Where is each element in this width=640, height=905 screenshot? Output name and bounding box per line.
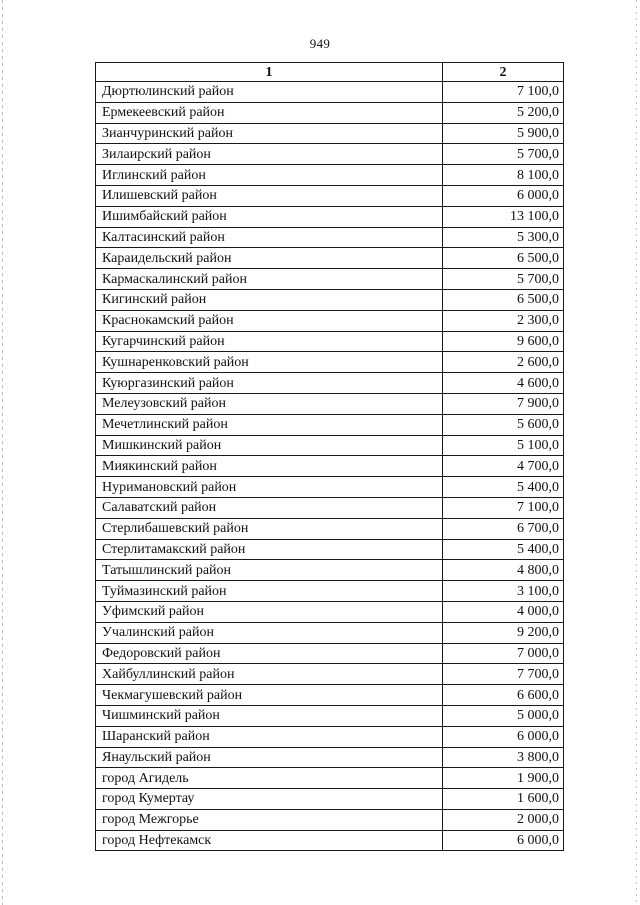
table-row xyxy=(96,664,564,685)
table-row xyxy=(96,227,564,248)
table-row xyxy=(96,789,564,810)
table-row xyxy=(96,102,564,123)
amount-cell: 7 000,0 xyxy=(443,643,564,664)
district-name-cell: город Межгорье xyxy=(96,809,443,830)
district-name-cell: Нуримановский район xyxy=(96,477,443,498)
amount-cell: 5 000,0 xyxy=(443,705,564,726)
amount-cell: 7 100,0 xyxy=(443,497,564,518)
table-row xyxy=(96,830,564,851)
district-name-cell: Янаульский район xyxy=(96,747,443,768)
amount-cell: 7 100,0 xyxy=(443,82,564,103)
table-row xyxy=(96,539,564,560)
amount-cell: 7 900,0 xyxy=(443,393,564,414)
amount-cell: 6 500,0 xyxy=(443,289,564,310)
table-row xyxy=(96,248,564,269)
table-row xyxy=(96,352,564,373)
amount-cell: 5 300,0 xyxy=(443,227,564,248)
amount-cell: 1 600,0 xyxy=(443,789,564,810)
district-name-cell: Салаватский район xyxy=(96,497,443,518)
district-name-cell: Чишминский район xyxy=(96,705,443,726)
amount-cell: 6 000,0 xyxy=(443,185,564,206)
column-header-2: 2 xyxy=(443,63,564,82)
amount-cell: 6 700,0 xyxy=(443,518,564,539)
district-name-cell: Хайбуллинский район xyxy=(96,664,443,685)
amount-cell: 8 100,0 xyxy=(443,165,564,186)
amount-cell: 7 700,0 xyxy=(443,664,564,685)
district-name-cell: Татышлинский район xyxy=(96,560,443,581)
amount-cell: 13 100,0 xyxy=(443,206,564,227)
district-name-cell: Федоровский район xyxy=(96,643,443,664)
district-name-cell: город Кумертау xyxy=(96,789,443,810)
district-name-cell: Ишимбайский район xyxy=(96,206,443,227)
district-name-cell: Мишкинский район xyxy=(96,435,443,456)
table-row xyxy=(96,269,564,290)
amount-cell: 3 800,0 xyxy=(443,747,564,768)
district-name-cell: Шаранский район xyxy=(96,726,443,747)
table-row xyxy=(96,518,564,539)
district-name-cell: Мечетлинский район xyxy=(96,414,443,435)
district-name-cell: Стерлитамакский район xyxy=(96,539,443,560)
amount-cell: 4 000,0 xyxy=(443,601,564,622)
district-name-cell: Туймазинский район xyxy=(96,581,443,602)
district-name-cell: Кигинский район xyxy=(96,289,443,310)
district-name-cell: Учалинский район xyxy=(96,622,443,643)
table-row xyxy=(96,601,564,622)
district-name-cell: Зилаирский район xyxy=(96,144,443,165)
table-row xyxy=(96,435,564,456)
amount-cell: 4 700,0 xyxy=(443,456,564,477)
table-row xyxy=(96,497,564,518)
table-row xyxy=(96,310,564,331)
district-name-cell: Караидельский район xyxy=(96,248,443,269)
district-name-cell: Кушнаренковский район xyxy=(96,352,443,373)
table-row xyxy=(96,747,564,768)
allocation-table xyxy=(95,62,564,851)
table-row xyxy=(96,82,564,103)
amount-cell: 5 700,0 xyxy=(443,144,564,165)
amount-cell: 4 600,0 xyxy=(443,373,564,394)
table-row xyxy=(96,144,564,165)
table-row xyxy=(96,685,564,706)
amount-cell: 2 600,0 xyxy=(443,352,564,373)
district-name-cell: Мелеузовский район xyxy=(96,393,443,414)
district-name-cell: Илишевский район xyxy=(96,185,443,206)
district-name-cell: Кугарчинский район xyxy=(96,331,443,352)
amount-cell: 3 100,0 xyxy=(443,581,564,602)
page-number: 949 xyxy=(309,36,331,51)
district-name-cell: Зианчуринский район xyxy=(96,123,443,144)
table-row xyxy=(96,456,564,477)
table-row xyxy=(96,477,564,498)
amount-cell: 6 000,0 xyxy=(443,830,564,851)
amount-cell: 6 600,0 xyxy=(443,685,564,706)
table-row xyxy=(96,331,564,352)
district-name-cell: Кармаскалинский район xyxy=(96,269,443,290)
amount-cell: 5 700,0 xyxy=(443,269,564,290)
district-name-cell: город Агидель xyxy=(96,768,443,789)
table-row xyxy=(96,705,564,726)
scan-edge-left xyxy=(2,0,3,905)
table-row xyxy=(96,560,564,581)
amount-cell: 5 400,0 xyxy=(443,477,564,498)
allocation-table-container xyxy=(95,62,563,851)
amount-cell: 6 500,0 xyxy=(443,248,564,269)
district-name-cell: Калтасинский район xyxy=(96,227,443,248)
table-row xyxy=(96,289,564,310)
table-row xyxy=(96,414,564,435)
amount-cell: 9 600,0 xyxy=(443,331,564,352)
table-header-row xyxy=(96,63,564,82)
district-name-cell: Чекмагушевский район xyxy=(96,685,443,706)
district-name-cell: Ермекеевский район xyxy=(96,102,443,123)
table-row xyxy=(96,726,564,747)
amount-cell: 5 100,0 xyxy=(443,435,564,456)
amount-cell: 1 900,0 xyxy=(443,768,564,789)
amount-cell: 5 600,0 xyxy=(443,414,564,435)
amount-cell: 2 000,0 xyxy=(443,809,564,830)
table-row xyxy=(96,123,564,144)
table-row xyxy=(96,393,564,414)
district-name-cell: Куюргазинский район xyxy=(96,373,443,394)
table-body xyxy=(96,82,564,851)
table-row xyxy=(96,622,564,643)
amount-cell: 6 000,0 xyxy=(443,726,564,747)
district-name-cell: Стерлибашевский район xyxy=(96,518,443,539)
district-name-cell: город Нефтекамск xyxy=(96,830,443,851)
column-header-1: 1 xyxy=(96,63,443,82)
amount-cell: 4 800,0 xyxy=(443,560,564,581)
district-name-cell: Краснокамский район xyxy=(96,310,443,331)
amount-cell: 5 900,0 xyxy=(443,123,564,144)
district-name-cell: Иглинский район xyxy=(96,165,443,186)
table-row xyxy=(96,206,564,227)
table-row xyxy=(96,185,564,206)
district-name-cell: Миякинский район xyxy=(96,456,443,477)
table-row xyxy=(96,768,564,789)
amount-cell: 5 400,0 xyxy=(443,539,564,560)
amount-cell: 9 200,0 xyxy=(443,622,564,643)
district-name-cell: Дюртюлинский район xyxy=(96,82,443,103)
table-row xyxy=(96,581,564,602)
table-row xyxy=(96,165,564,186)
amount-cell: 5 200,0 xyxy=(443,102,564,123)
amount-cell: 2 300,0 xyxy=(443,310,564,331)
table-row xyxy=(96,643,564,664)
district-name-cell: Уфимский район xyxy=(96,601,443,622)
table-row xyxy=(96,373,564,394)
table-row xyxy=(96,809,564,830)
scan-edge-right xyxy=(636,0,637,905)
